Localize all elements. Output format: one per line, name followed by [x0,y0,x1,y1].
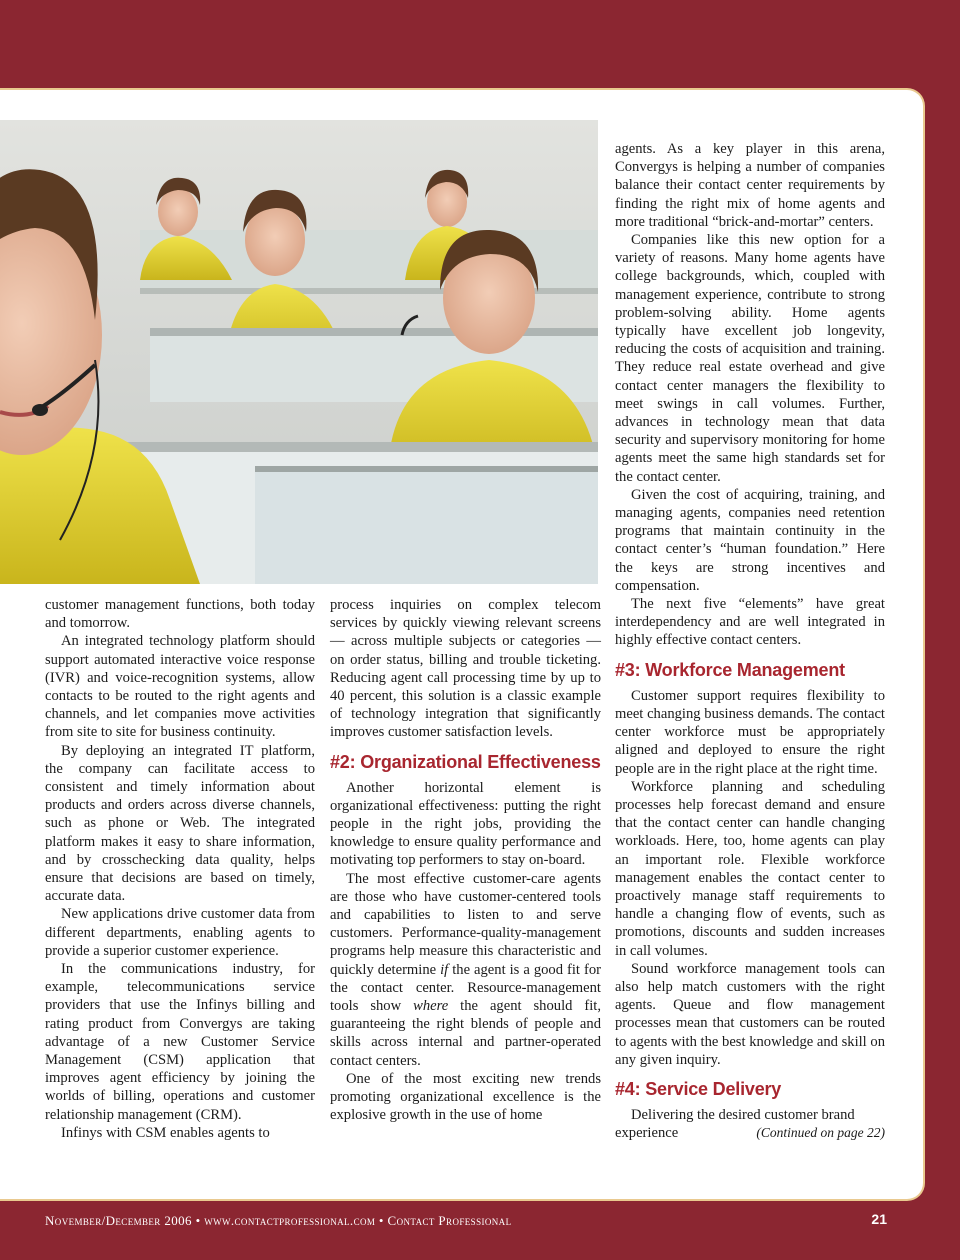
text-run: experience [615,1125,679,1142]
paragraph: agents. As a key player in this arena, Convergys is helping a number of companies balance their contact center requirements by finding the right mix of home agents and more traditional “brick-and-mortar” centers. [615,141,885,230]
paragraph: New applications drive customer data from different departments, enabling agents to provide a superior customer experience. [45,906,315,959]
paragraph: The next five “elements” have great interdependency and are well integrated in highly effective contact centers. [615,596,885,649]
page-footer: November/December 2006 • www.contactprofessional.com • Contact Professional [45,1213,512,1228]
text-run: the agent is a good fit for the contact center. Resource-management tools show [330,961,601,1015]
paragraph: Infinys with CSM enables agents to [61,1124,270,1141]
section-heading-organizational-effectiveness: #2: Organizational Effectiveness [330,751,601,772]
paragraph: customer management functions, both today and tomorrow. [45,597,315,632]
continued-note: (Continued on page 22) [756,1125,885,1141]
paragraph: Another horizontal element is organizational effectiveness: putting the right people in the right jobs, providing the knowledge to ensure quality performance and motivating top performers to stay on-board. [330,779,601,869]
text-column-2 [330,596,601,1124]
paragraph: Delivering the desired customer brand [631,1106,855,1123]
paragraph: Companies like this new option for a variety of reasons. Many home agents have college backgrounds, which, coupled with management experience, contribute to strong problem-solving ability. Home agents typically have excellent job longevity, reducing the costs of acquisition and training. They reduce real estate overhead and give contact center managers the flexibility to meet swings in call volumes. Further, advances in technology mean that data security and supervisory monitoring for home agents meet the same high standards set for the contact center. [615,232,885,485]
section-heading-service-delivery: #4: Service Delivery [615,1078,782,1099]
page-number: 21 [871,1211,887,1227]
text-run: The most effective customer-care agents are those who have customer-centered tools and capabilities to listen to and serve customers. Performance-quality-management programs help measure this characteristic and quickly determine [330,870,601,978]
paragraph: process inquiries on complex telecom services by quickly viewing relevant screens — across multiple subjects or categories — on order status, billing and trouble ticketing. Reducing agent call processing time by up to 40 percent, this solution is a classic example of technology integration that significantly improves customer satisfaction levels. [330,597,601,741]
paragraph: Sound workforce management tools can also help match customers with the right agents. Queue and flow management processes mean that customers can be routed to agents with the best knowledge and skill on any given inquiry. [615,960,885,1068]
paragraph: Workforce planning and scheduling processes help forecast demand and ensure that the contact center can handle changing workloads. Here, too, home agents can play an important role. Flexible workforce management enables the contact center to proactively manage staff requirements to handle a changing flow of events, such as promotions, discounts and sudden increases in call volumes. [615,778,885,959]
paragraph: In the communications industry, for example, telecommunications service providers that use the Infinys billing and rating product from Convergys are taking advantage of a new Customer Service Management (CSM) application that improves agent efficiency by joining the worlds of billing, operations and customer relationship management (CRM). [45,961,315,1123]
section-heading-workforce-management: #3: Workforce Management [615,659,845,680]
emphasis-where: where [413,998,449,1015]
paragraph [330,870,601,1070]
paragraph-last-line [615,1124,885,1142]
text-column-1 [45,596,315,1142]
paragraph: Given the cost of acquiring, training, and managing agents, companies need retention programs that maintain continuity in the contact center’s “human foundation.” Here the keys are strong incentives and compensation. [615,486,885,594]
text-column-3 [615,140,885,1142]
paragraph: An integrated technology platform should support automated interactive voice response (IVR) and voice-recognition systems, allow contacts to be routed to the right agents and channels, and let companies move activities from site to site for business continuity. [45,633,315,741]
paragraph: One of the most exciting new trends promoting organizational excellence is the explosive growth in the use of home [330,1070,601,1124]
text-run: the agent should fit, guaranteeing the right blends of people and skills across internal and partner-operated contact centers. [330,998,601,1069]
emphasis-if: if [440,961,449,978]
paragraph: By deploying an integrated IT platform, the company can facilitate access to consistent and timely information about products and orders across diverse channels, such as phone or Web. The integrated platform makes it easy to share information, and by crosschecking data quality, helps ensure that decisions are based on timely, accurate data. [45,742,315,905]
call-center-photo [0,120,598,584]
paragraph: Customer support requires flexibility to meet changing business demands. The contact center workforce must be appropriately aligned and deployed to ensure the right people are in the right place at the right time. [615,687,885,777]
